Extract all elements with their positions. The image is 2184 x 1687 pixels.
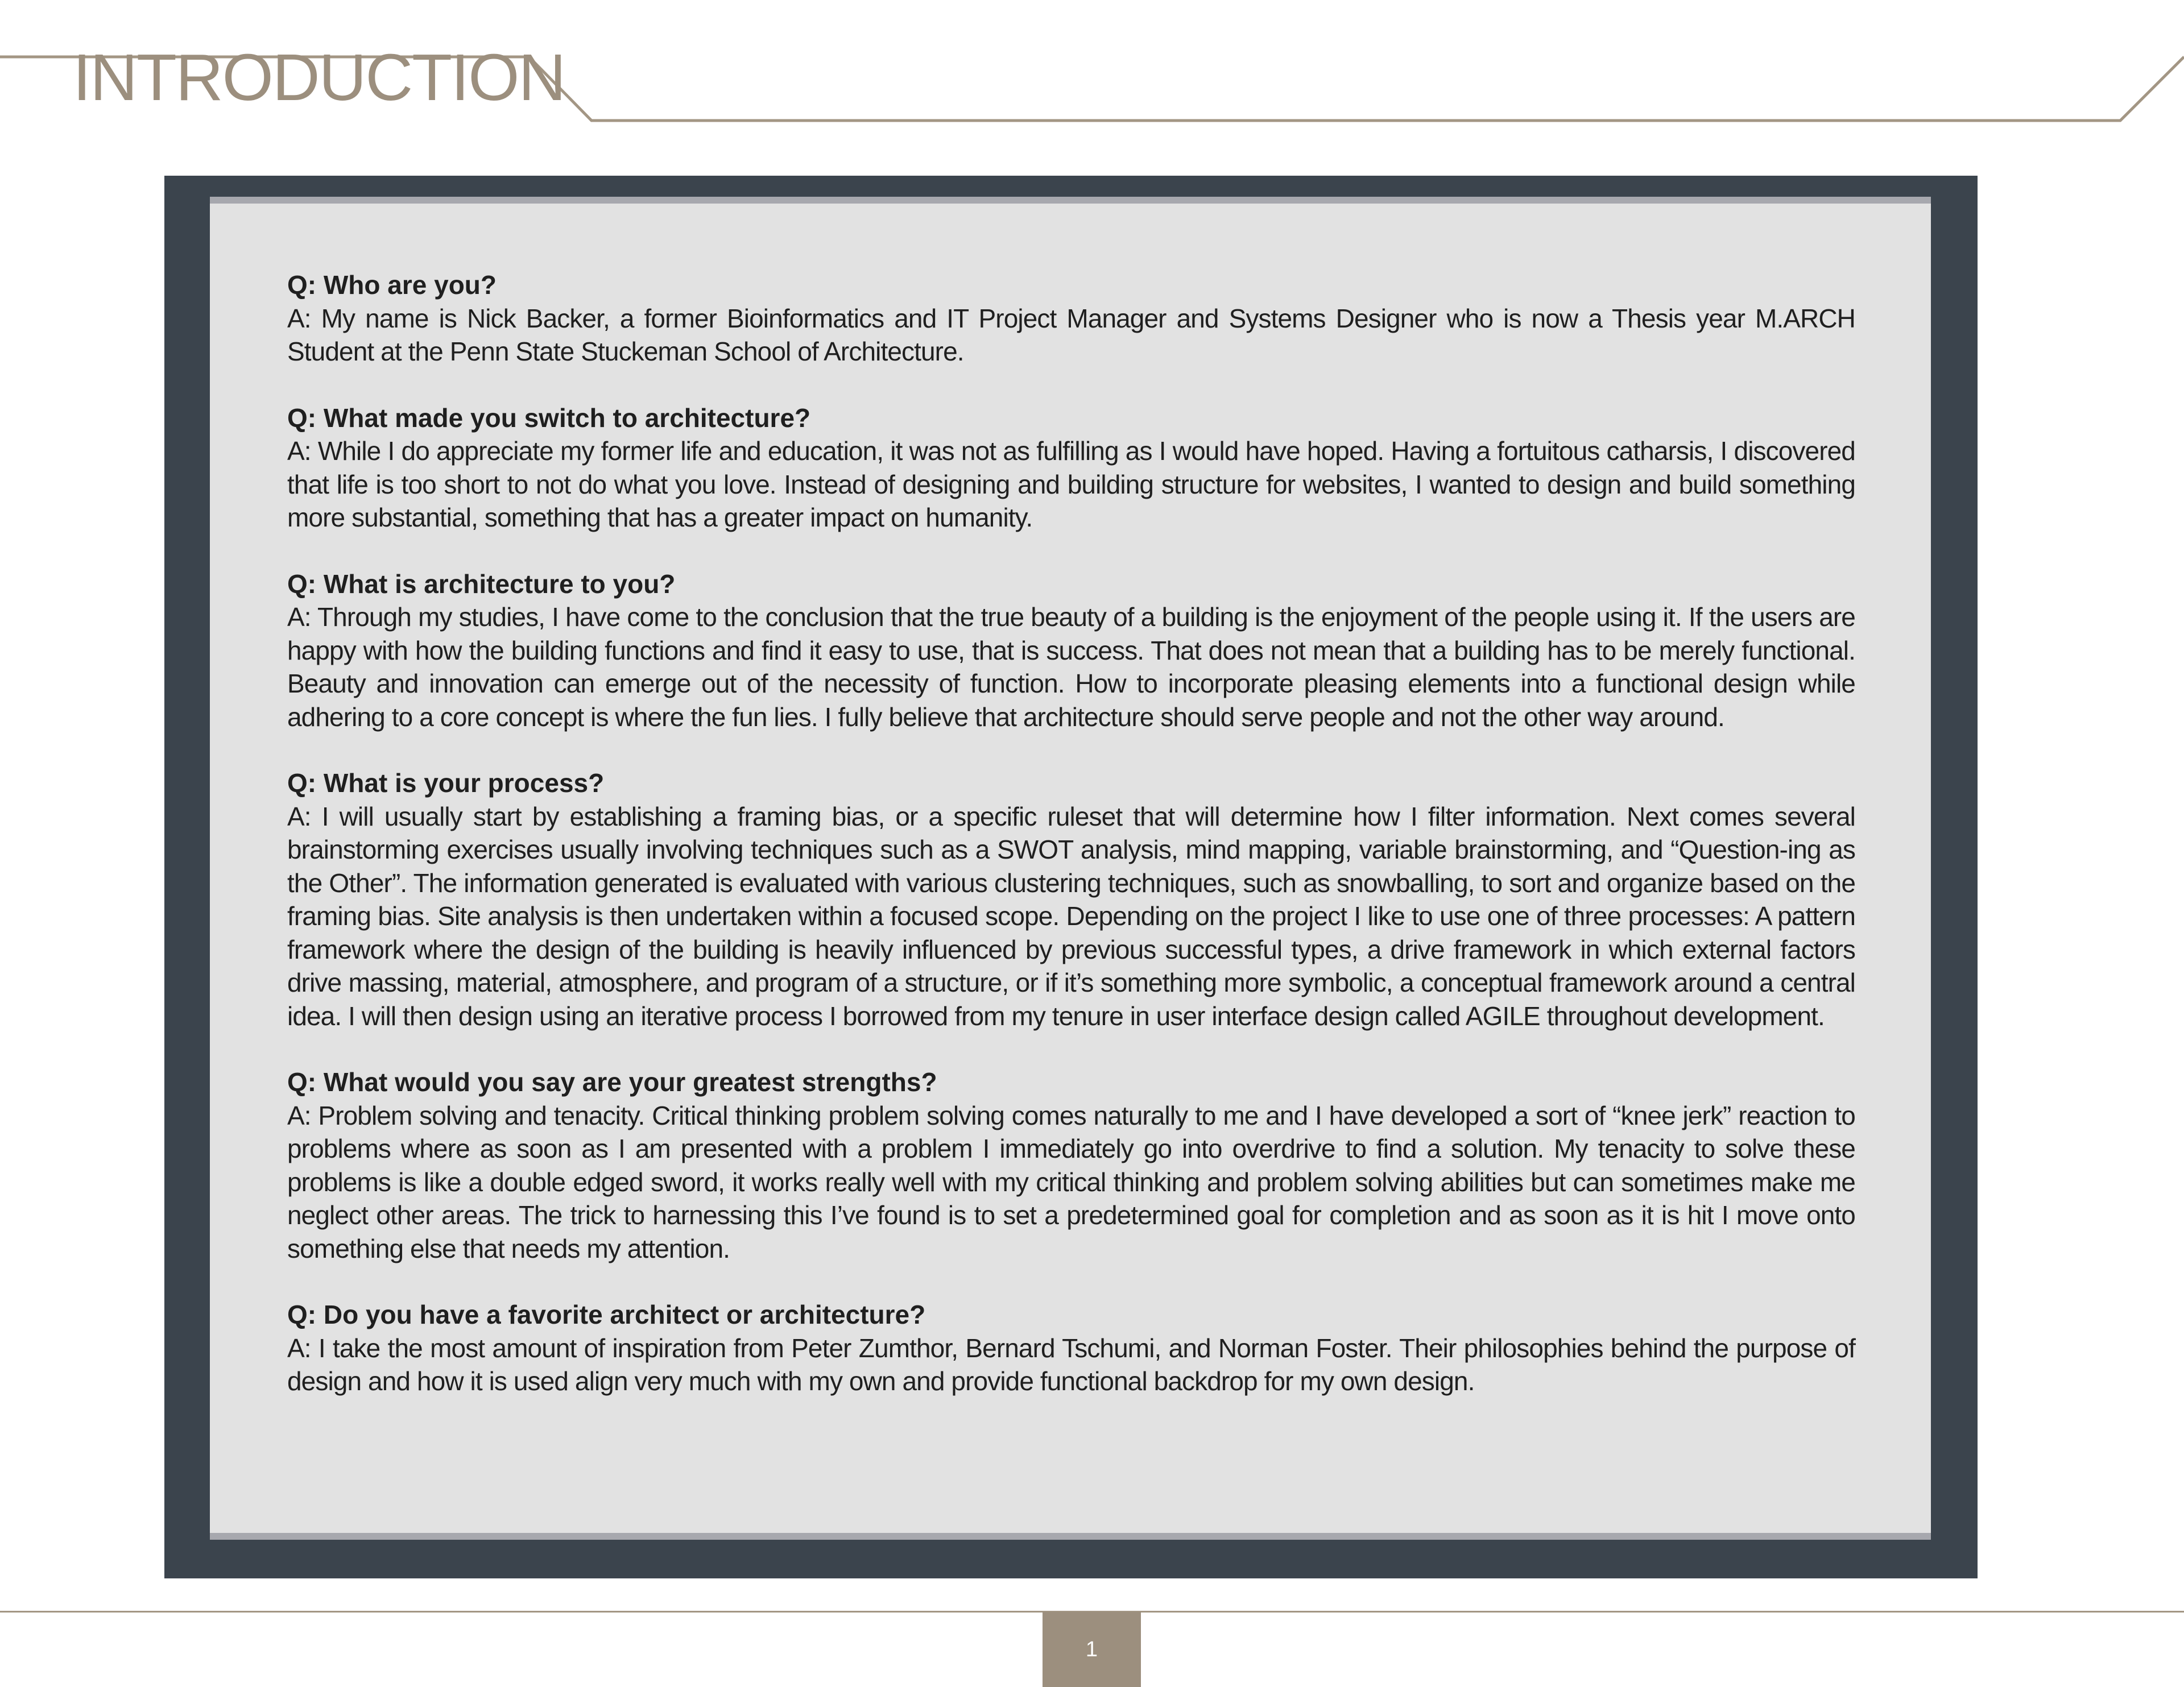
answer: A: Through my studies, I have come to the conclusion that the true beauty of a building is the enjoyment of the people using it. If the users are happy with how the building functions and find it easy to use, that is success. That does not mean that a building has to be merely functional. Beauty and innovation can emerge out of the necessity of function. How to incorporate pleasing elements into a functional design while adhering to a core concept is where the fun lies. I fully believe that architecture should serve people and not the other way around.	[287, 602, 1855, 732]
question: Q: What is architecture to you?	[287, 569, 676, 599]
answer: A: I take the most amount of inspiration from Peter Zumthor, Bernard Tschumi, and Norman Foster. Their philosophies behind the purpose of design and how it is used align very much with my own and provide functional backdrop for my own design.	[287, 1333, 1855, 1396]
qa-item-who-are-you	[287, 268, 1855, 368]
question: Q: Do you have a favorite architect or architecture?	[287, 1300, 926, 1329]
answer: A: While I do appreciate my former life and education, it was not as fulfilling as I would have hoped. Having a fortuitous catharsis, I discovered that life is too short to not do what you love. Instead of designing and building structure for websites, I wanted to design and build something more substantial, something that has a greater impact on humanity.	[287, 436, 1855, 532]
page-title: INTRODUCTION	[73, 40, 565, 114]
qa-list	[287, 268, 1855, 1431]
answer: A: I will usually start by establishing a framing bias, or a specific ruleset that will determine how I filter information. Next comes several brainstorming exercises usually involving techniques such as a SWOT analysis, mind mapping, variable brainstorming, and “Question-ing as the Other”. The information generated is evaluated with various clustering techniques, such as snowballing, to sort and organize based on the framing bias. Site analysis is then undertaken within a focused scope. Depending on the project I like to use one of three processes: A pattern framework where the design of the building is heavily influenced by previous successful types, a drive framework in which external factors drive massing, material, atmosphere, and program of a structure, or if it’s something more symbolic, a conceptual framework around a central idea. I will then design using an iterative process I borrowed from my tenure in user interface design called AGILE throughout development.	[287, 801, 1855, 1031]
answer: A: My name is Nick Backer, a former Bioinformatics and IT Project Manager and Systems Designer who is now a Thesis year M.ARCH Student at the Penn State Stuckeman School of Architecture.	[287, 303, 1855, 366]
qa-item-architecture-to-you	[287, 567, 1855, 734]
question: Q: What made you switch to architecture?	[287, 403, 811, 433]
qa-item-greatest-strengths	[287, 1066, 1855, 1265]
question: Q: Who are you?	[287, 270, 497, 300]
answer: A: Problem solving and tenacity. Critical thinking problem solving comes naturally to me and I have developed a sort of “knee jerk” reaction to problems where as soon as I am presented with a problem I immediately go into overdrive to find a solution. My tenacity to solve these problems is like a double edged sword, it works really well with my critical thinking and problem solving abilities but can sometimes make me neglect other areas. The trick to harnessing this I’ve found is to set a predetermined goal for completion and as soon as it is hit I move onto something else that needs my attention.	[287, 1100, 1855, 1263]
page-number: 1	[1043, 1612, 1141, 1687]
question: Q: What would you say are your greatest strengths?	[287, 1067, 937, 1097]
qa-item-process	[287, 766, 1855, 1033]
qa-item-switch-to-architecture	[287, 401, 1855, 534]
qa-item-favorite-architect	[287, 1298, 1855, 1398]
question: Q: What is your process?	[287, 768, 605, 798]
